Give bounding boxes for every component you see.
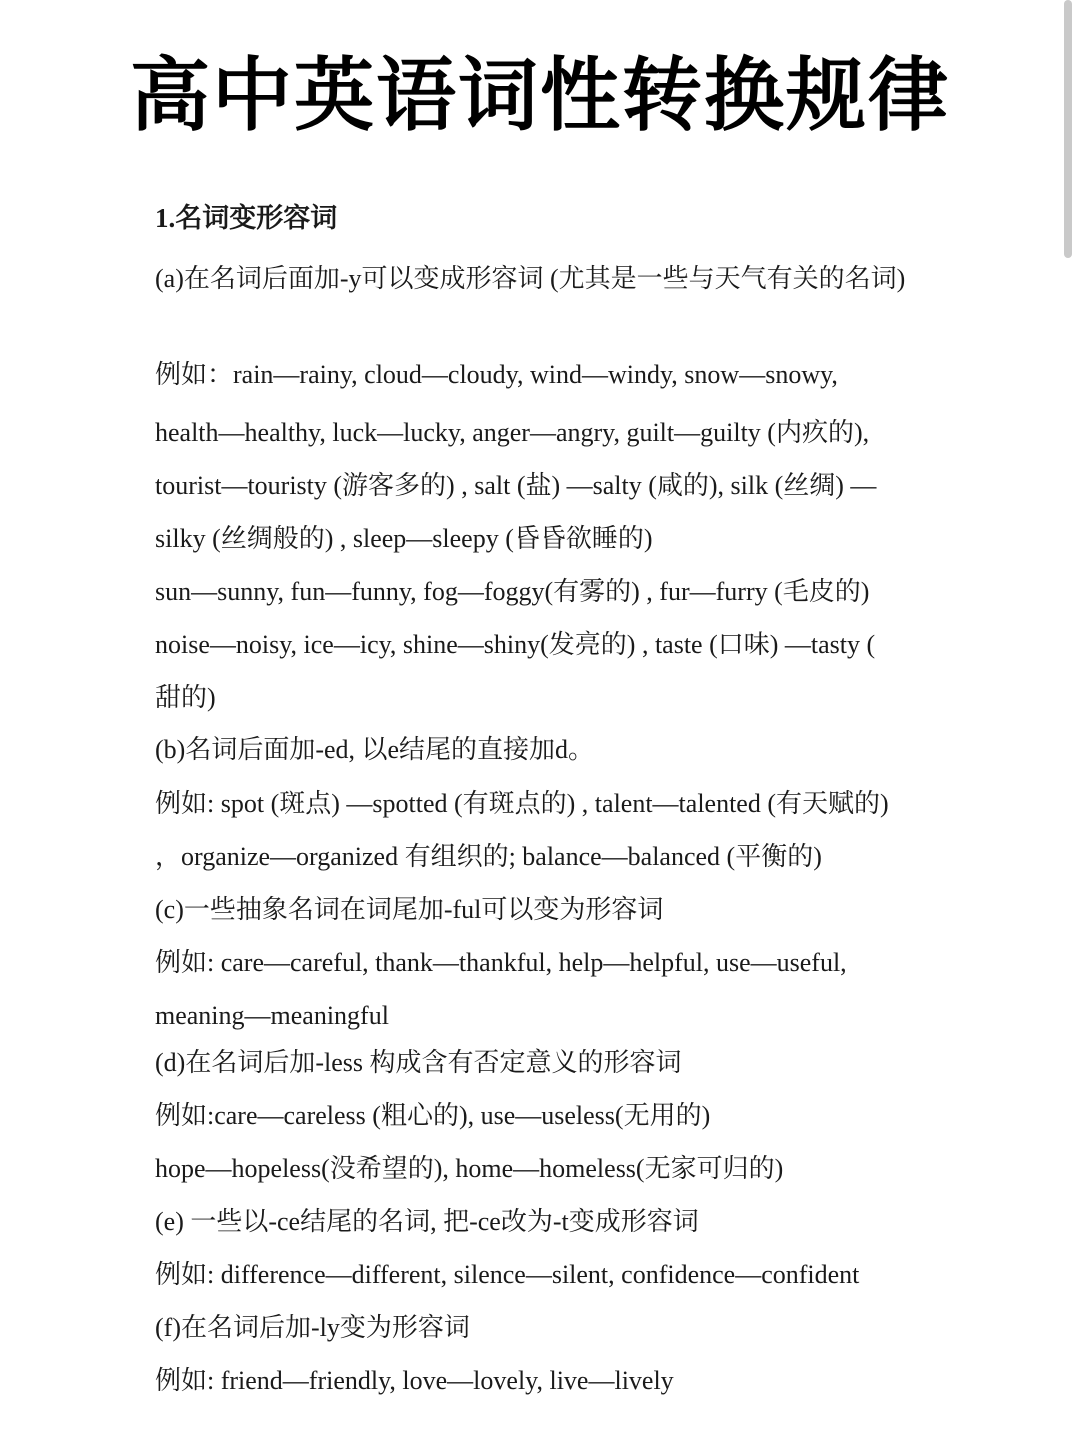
rule-e: (e) 一些以-ce结尾的名词, 把-ce改为-t变成形容词 (155, 1207, 699, 1236)
vertical-scrollbar[interactable] (1058, 0, 1080, 1439)
example-a-3: tourist—touristy (游客多的) , salt (盐) —salty (咸的), silk (丝绸) — (155, 471, 877, 500)
example-d-2: hope—hopeless(没希望的), home—homeless(无家可归的) (155, 1154, 784, 1183)
example-a-2: health—healthy, luck—lucky, anger—angry, guilt—guilty (内疚的), (155, 418, 870, 447)
section-heading: 1.名词变形容词 (155, 203, 338, 233)
page-title: 高中英语词性转换规律 (130, 49, 950, 142)
example-a-6: noise—noisy, ice—icy, shine—shiny(发亮的) , taste (口味) —tasty ( (155, 630, 876, 659)
example-a-5: sun—sunny, fun—funny, fog—foggy(有雾的) , fur—furry (毛皮的) (155, 577, 870, 606)
example-c-2: meaning—meaningful (155, 1001, 389, 1030)
example-b-2: ，organize—organized 有组织的; balance—balanced (平衡的) (155, 842, 822, 871)
example-e-1: 例如: difference—different, silence—silent, confidence—confident (155, 1260, 860, 1289)
rule-b: (b)名词后面加-ed, 以e结尾的直接加d。 (155, 735, 595, 764)
example-b-1: 例如: spot (斑点) —spotted (有斑点的) , talent—talented (有天赋的) (155, 789, 889, 818)
rule-d: (d)在名词后加-less 构成含有否定意义的形容词 (155, 1048, 682, 1077)
scrollbar-thumb[interactable] (1064, 0, 1072, 258)
example-a-7: 甜的) (155, 683, 216, 712)
example-a-4: silky (丝绸般的) , sleep—sleepy (昏昏欲睡的) (155, 524, 653, 553)
example-d-1: 例如:care—careless (粗心的), use—useless(无用的) (155, 1101, 711, 1130)
rule-c: (c)一些抽象名词在词尾加-ful可以变为形容词 (155, 895, 664, 924)
rule-a: (a)在名词后面加-y可以变成形容词 (尤其是一些与天气有关的名词) (155, 264, 906, 293)
example-f-1: 例如: friend—friendly, love—lovely, live—lively (155, 1366, 674, 1395)
example-a-1: 例如：rain—rainy, cloud—cloudy, wind—windy, snow—snowy, (155, 360, 838, 389)
rule-f: (f)在名词后加-ly变为形容词 (155, 1313, 470, 1342)
example-c-1: 例如: care—careful, thank—thankful, help—helpful, use—useful, (155, 948, 847, 977)
